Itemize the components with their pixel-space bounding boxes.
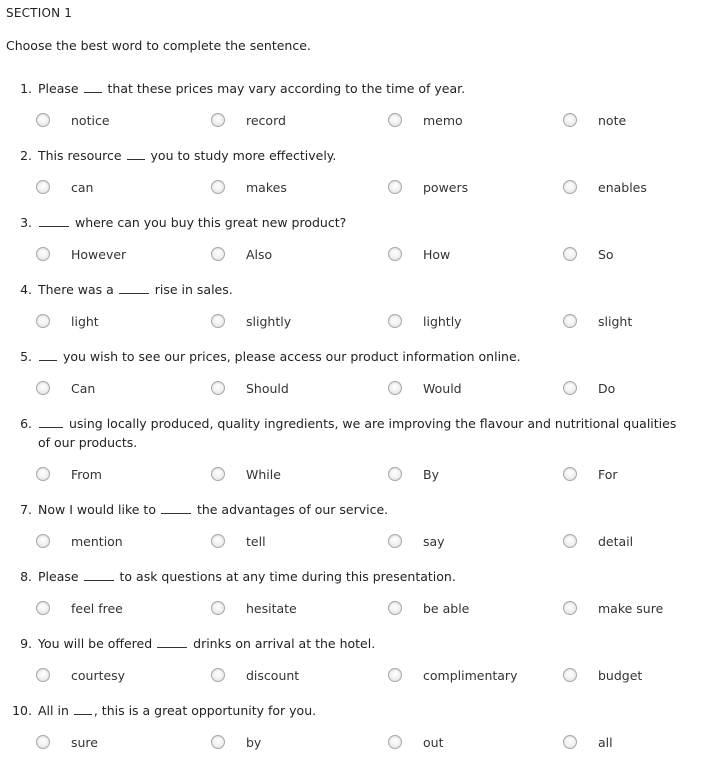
option-label[interactable]: all xyxy=(598,734,613,750)
radio-button[interactable] xyxy=(388,113,402,127)
question-number: 7. xyxy=(20,502,32,517)
option-label[interactable]: Should xyxy=(246,380,289,396)
option-label[interactable]: So xyxy=(598,246,614,262)
answer-option[interactable] xyxy=(563,664,642,686)
question-text-before: You will be offered xyxy=(38,636,157,651)
radio-button[interactable] xyxy=(211,180,225,194)
radio-button[interactable] xyxy=(211,467,225,481)
question-text-before: Please xyxy=(38,81,83,96)
radio-button[interactable] xyxy=(563,601,577,615)
answer-option[interactable] xyxy=(36,463,102,485)
radio-button[interactable] xyxy=(388,180,402,194)
option-label[interactable]: courtesy xyxy=(71,667,126,683)
answer-options xyxy=(0,530,702,552)
option-label[interactable]: slightly xyxy=(246,313,292,329)
answer-blank xyxy=(39,215,69,227)
option-label[interactable]: By xyxy=(423,466,439,482)
answer-option[interactable] xyxy=(36,310,99,332)
question-number: 1. xyxy=(20,81,32,96)
question-number: 5. xyxy=(20,349,32,364)
option-label[interactable]: However xyxy=(71,246,127,262)
radio-button[interactable] xyxy=(388,467,402,481)
option-label[interactable]: Would xyxy=(423,380,462,396)
question-number: 10. xyxy=(12,703,32,718)
answer-option[interactable] xyxy=(211,377,289,399)
radio-button[interactable] xyxy=(36,113,50,127)
radio-button[interactable] xyxy=(36,180,50,194)
radio-button[interactable] xyxy=(563,467,577,481)
question-3 xyxy=(0,213,702,265)
answer-option[interactable] xyxy=(36,109,110,131)
radio-button[interactable] xyxy=(563,668,577,682)
answer-blank xyxy=(84,569,114,581)
option-label[interactable]: discount xyxy=(246,667,300,683)
answer-blank xyxy=(74,703,92,715)
answer-blank xyxy=(39,416,63,428)
answer-option[interactable] xyxy=(563,109,626,131)
question-text-before: Now I would like to xyxy=(38,502,160,517)
radio-button[interactable] xyxy=(388,735,402,749)
option-label[interactable]: detail xyxy=(598,533,634,549)
answer-option[interactable] xyxy=(36,664,125,686)
question-text-before: There was a xyxy=(38,282,118,297)
answer-option[interactable] xyxy=(388,664,517,686)
radio-button[interactable] xyxy=(563,180,577,194)
answer-option[interactable] xyxy=(211,176,287,198)
option-label[interactable]: out xyxy=(423,734,444,750)
answer-option[interactable] xyxy=(36,731,98,753)
option-label[interactable]: powers xyxy=(423,179,469,195)
option-label[interactable]: complimentary xyxy=(423,667,518,683)
answer-options xyxy=(0,377,702,399)
question-text xyxy=(0,414,698,452)
question-2 xyxy=(0,146,702,198)
question-8 xyxy=(0,567,702,619)
question-number: 3. xyxy=(20,215,32,230)
radio-button[interactable] xyxy=(36,534,50,548)
question-number: 9. xyxy=(20,636,32,651)
radio-button[interactable] xyxy=(563,314,577,328)
answer-option[interactable] xyxy=(211,597,297,619)
question-5 xyxy=(0,347,702,399)
question-text-after: that these prices may vary according to the time of year. xyxy=(103,81,466,96)
radio-button[interactable] xyxy=(36,247,50,261)
question-7 xyxy=(0,500,702,552)
question-text-after: using locally produced, quality ingredients, we are improving the flavour and nutritional qualities of our products. xyxy=(38,416,677,450)
answer-option[interactable] xyxy=(563,310,632,332)
question-text xyxy=(0,500,702,519)
question-text xyxy=(0,701,702,720)
option-label[interactable]: For xyxy=(598,466,618,482)
option-label[interactable]: notice xyxy=(71,112,110,128)
option-label[interactable]: While xyxy=(246,466,281,482)
question-text xyxy=(0,213,702,232)
question-text xyxy=(0,347,702,366)
option-label[interactable]: How xyxy=(423,246,451,262)
answer-option[interactable] xyxy=(36,243,126,265)
option-label[interactable]: record xyxy=(246,112,286,128)
option-label[interactable]: Can xyxy=(71,380,96,396)
radio-button[interactable] xyxy=(211,601,225,615)
answer-option[interactable] xyxy=(563,243,614,265)
option-label[interactable]: mention xyxy=(71,533,123,549)
answer-option[interactable] xyxy=(563,731,613,753)
radio-button[interactable] xyxy=(563,534,577,548)
option-label[interactable]: can xyxy=(71,179,94,195)
question-text-before: Please xyxy=(38,569,83,584)
answer-blank xyxy=(84,81,102,93)
answer-option[interactable] xyxy=(36,377,95,399)
answer-option[interactable] xyxy=(388,109,463,131)
question-text xyxy=(0,280,702,299)
answer-option[interactable] xyxy=(563,176,647,198)
radio-button[interactable] xyxy=(211,113,225,127)
answer-options xyxy=(0,731,702,753)
answer-option[interactable] xyxy=(388,597,469,619)
answer-blank xyxy=(127,148,145,160)
answer-options xyxy=(0,109,702,131)
option-label[interactable]: sure xyxy=(71,734,98,750)
answer-option[interactable] xyxy=(36,176,93,198)
answer-option[interactable] xyxy=(563,463,618,485)
answer-option[interactable] xyxy=(388,310,462,332)
question-text-before: This resource xyxy=(38,148,126,163)
question-4 xyxy=(0,280,702,332)
answer-option[interactable] xyxy=(211,310,291,332)
answer-option[interactable] xyxy=(388,731,443,753)
radio-button[interactable] xyxy=(36,668,50,682)
answer-option[interactable] xyxy=(211,664,299,686)
answer-blank xyxy=(39,349,57,361)
question-text xyxy=(0,567,702,586)
radio-button[interactable] xyxy=(388,534,402,548)
option-label[interactable]: From xyxy=(71,466,102,482)
question-text-after: drinks on arrival at the hotel. xyxy=(189,636,376,651)
option-label[interactable]: Do xyxy=(598,380,616,396)
answer-options xyxy=(0,243,702,265)
answer-options xyxy=(0,597,702,619)
question-text-after: where can you buy this great new product? xyxy=(71,215,347,230)
radio-button[interactable] xyxy=(563,735,577,749)
radio-button[interactable] xyxy=(388,381,402,395)
answer-option[interactable] xyxy=(563,597,663,619)
answer-option[interactable] xyxy=(388,463,439,485)
answer-option[interactable] xyxy=(36,597,123,619)
radio-button[interactable] xyxy=(563,247,577,261)
radio-button[interactable] xyxy=(36,601,50,615)
answer-option[interactable] xyxy=(211,530,266,552)
answer-option[interactable] xyxy=(211,109,286,131)
question-text-after: to ask questions at any time during this presentation. xyxy=(115,569,456,584)
radio-button[interactable] xyxy=(563,381,577,395)
answer-options xyxy=(0,463,702,485)
radio-button[interactable] xyxy=(563,113,577,127)
radio-button[interactable] xyxy=(211,668,225,682)
radio-button[interactable] xyxy=(211,247,225,261)
radio-button[interactable] xyxy=(388,601,402,615)
option-label[interactable]: note xyxy=(598,112,627,128)
question-text xyxy=(0,146,702,165)
answer-blank xyxy=(119,282,149,294)
question-text-before: All in xyxy=(38,703,73,718)
option-label[interactable]: makes xyxy=(246,179,287,195)
option-label[interactable]: lightly xyxy=(423,313,462,329)
question-10 xyxy=(0,701,702,753)
question-text xyxy=(0,79,702,98)
question-number: 2. xyxy=(20,148,32,163)
answer-blank xyxy=(161,502,191,514)
option-label[interactable]: budget xyxy=(598,667,643,683)
question-text-after: you to study more effectively. xyxy=(146,148,337,163)
question-text-after: you wish to see our prices, please access our product information online. xyxy=(59,349,521,364)
radio-button[interactable] xyxy=(211,534,225,548)
radio-button[interactable] xyxy=(211,314,225,328)
option-label[interactable]: memo xyxy=(423,112,463,128)
question-number: 4. xyxy=(20,282,32,297)
option-label[interactable]: tell xyxy=(246,533,266,549)
section-title: SECTION 1 xyxy=(6,6,73,20)
option-label[interactable]: be able xyxy=(423,600,470,616)
question-1 xyxy=(0,79,702,131)
question-number: 8. xyxy=(20,569,32,584)
radio-button[interactable] xyxy=(36,735,50,749)
answer-options xyxy=(0,310,702,332)
radio-button[interactable] xyxy=(211,735,225,749)
answer-option[interactable] xyxy=(211,731,261,753)
question-text-after: the advantages of our service. xyxy=(192,502,389,517)
answer-options xyxy=(0,664,702,686)
option-label[interactable]: light xyxy=(71,313,99,329)
question-text-after: rise in sales. xyxy=(150,282,233,297)
radio-button[interactable] xyxy=(36,381,50,395)
option-label[interactable]: say xyxy=(423,533,445,549)
question-9 xyxy=(0,634,702,686)
question-number: 6. xyxy=(20,416,32,431)
answer-option[interactable] xyxy=(211,243,272,265)
radio-button[interactable] xyxy=(388,314,402,328)
answer-option[interactable] xyxy=(563,377,615,399)
answer-option[interactable] xyxy=(388,530,445,552)
radio-button[interactable] xyxy=(211,381,225,395)
option-label[interactable]: feel free xyxy=(71,600,123,616)
answer-option[interactable] xyxy=(563,530,633,552)
answer-option[interactable] xyxy=(211,463,281,485)
option-label[interactable]: Also xyxy=(246,246,273,262)
question-6 xyxy=(0,414,702,485)
option-label[interactable]: make sure xyxy=(598,600,664,616)
radio-button[interactable] xyxy=(388,247,402,261)
radio-button[interactable] xyxy=(388,668,402,682)
option-label[interactable]: enables xyxy=(598,179,647,195)
radio-button[interactable] xyxy=(36,467,50,481)
answer-blank xyxy=(157,636,187,648)
question-text-after: , this is a great opportunity for you. xyxy=(93,703,317,718)
option-label[interactable]: by xyxy=(246,734,262,750)
answer-options xyxy=(0,176,702,198)
question-text xyxy=(0,634,702,653)
answer-option[interactable] xyxy=(388,176,468,198)
answer-option[interactable] xyxy=(388,243,450,265)
option-label[interactable]: hesitate xyxy=(246,600,297,616)
answer-option[interactable] xyxy=(388,377,462,399)
option-label[interactable]: slight xyxy=(598,313,633,329)
instructions: Choose the best word to complete the sentence. xyxy=(6,38,311,53)
radio-button[interactable] xyxy=(36,314,50,328)
answer-option[interactable] xyxy=(36,530,123,552)
